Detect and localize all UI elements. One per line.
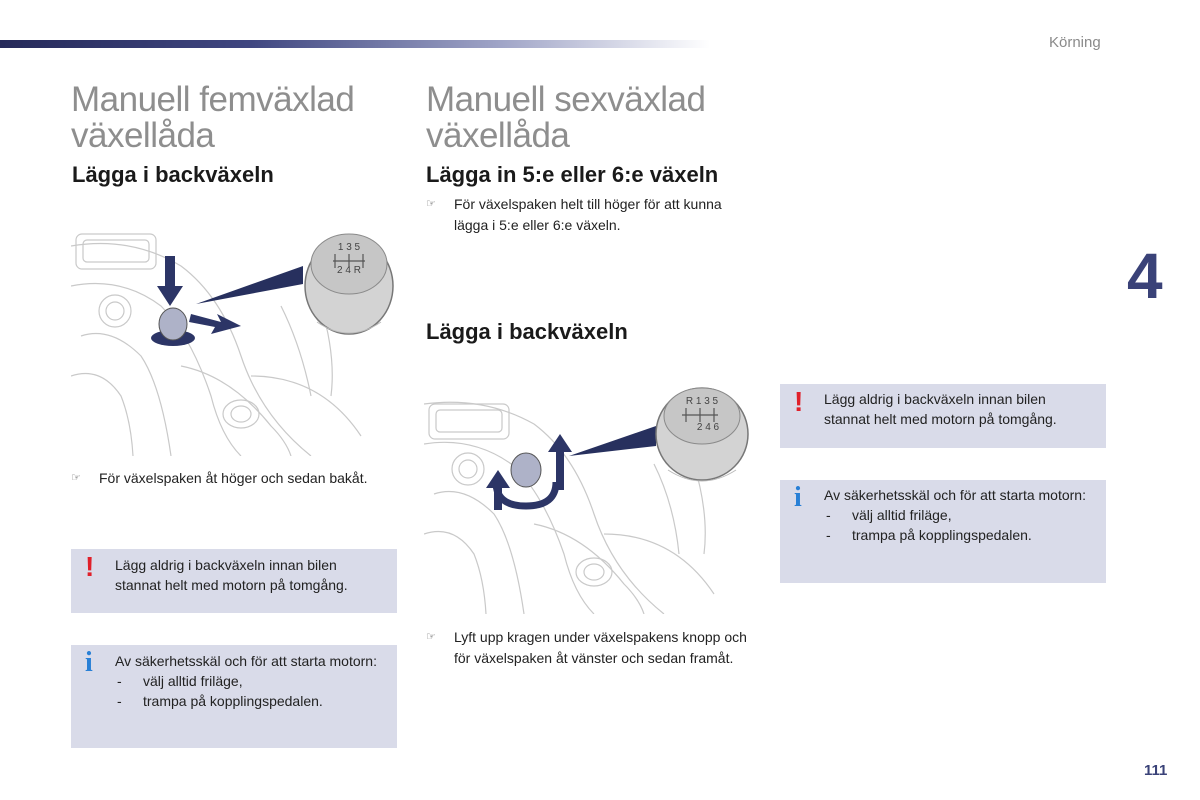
left-instruction-text: För växelspaken åt höger och sedan bakåt.: [99, 470, 368, 486]
right-instruction-reverse: [426, 627, 756, 669]
right-instruction1-text: För växelspaken helt till höger för att kunna lägga i 5:e eller 6:e växeln.: [454, 196, 722, 233]
right-instruction2-text: Lyft upp kragen under växelspakens knopp och för växelspaken åt vänster och sedan framåt.: [454, 629, 747, 666]
info-icon: i: [85, 647, 93, 678]
left-info-box: [71, 645, 397, 748]
left-info-intro: Av säkerhetsskäl och för att starta motorn:: [115, 653, 377, 669]
section-name: Körning: [1049, 34, 1101, 51]
left-info-body: [115, 651, 385, 711]
warning-icon: !: [85, 551, 95, 582]
right-info-item: - trampa på kopplingspedalen.: [824, 525, 1094, 545]
chapter-number: 4: [1127, 240, 1163, 312]
five-speed-reverse-illustration: [71, 226, 397, 456]
six-speed-reverse-illustration: [424, 384, 754, 614]
left-warning-box: [71, 549, 397, 613]
right-title-line2: växellåda: [426, 116, 570, 155]
left-subheading: Lägga i backväxeln: [72, 162, 274, 187]
right-subheading-reverse: Lägga i backväxeln: [426, 319, 628, 344]
left-info-item: - välj alltid friläge,: [115, 671, 385, 691]
right-info-item: - välj alltid friläge,: [824, 505, 1094, 525]
left-title: [71, 82, 354, 154]
warning-icon: !: [794, 386, 804, 417]
right-info-box: [780, 480, 1106, 583]
right-info-intro: Av säkerhetsskäl och för att starta motorn:: [824, 487, 1086, 503]
right-knob-top-label: R 1 3 5: [685, 396, 719, 407]
right-title: [426, 82, 705, 154]
left-knob-top-label: 1 3 5: [337, 242, 361, 253]
right-subheading-5th-6th: Lägga in 5:e eller 6:e växeln: [426, 162, 719, 187]
right-title-line1: Manuell sexväxlad: [426, 80, 706, 119]
left-instruction: [71, 468, 397, 489]
left-title-line2: växellåda: [71, 116, 215, 155]
right-warning-text: Lägg aldrig i backväxeln innan bilen stannat helt med motorn på tomgång.: [824, 391, 1057, 427]
right-warning-box: [780, 384, 1106, 448]
right-instruction1-bullet-icon: ☞: [426, 198, 436, 210]
page-number: 111: [1144, 762, 1168, 779]
left-warning-text: Lägg aldrig i backväxeln innan bilen stannat helt med motorn på tomgång.: [115, 557, 348, 593]
right-instruction2-bullet-icon: ☞: [426, 631, 436, 643]
left-info-item: - trampa på kopplingspedalen.: [115, 691, 385, 711]
left-knob-bottom-label: 2 4 R: [337, 265, 361, 276]
left-title-line1: Manuell femväxlad: [71, 80, 355, 119]
header-gradient-bar: [0, 40, 710, 48]
right-instruction-5th-6th: [426, 194, 756, 236]
left-instruction-bullet-icon: ☞: [71, 472, 81, 484]
right-info-body: [824, 485, 1094, 545]
right-knob-bottom-label: 2 4 6: [696, 422, 720, 433]
info-icon: i: [794, 482, 802, 513]
